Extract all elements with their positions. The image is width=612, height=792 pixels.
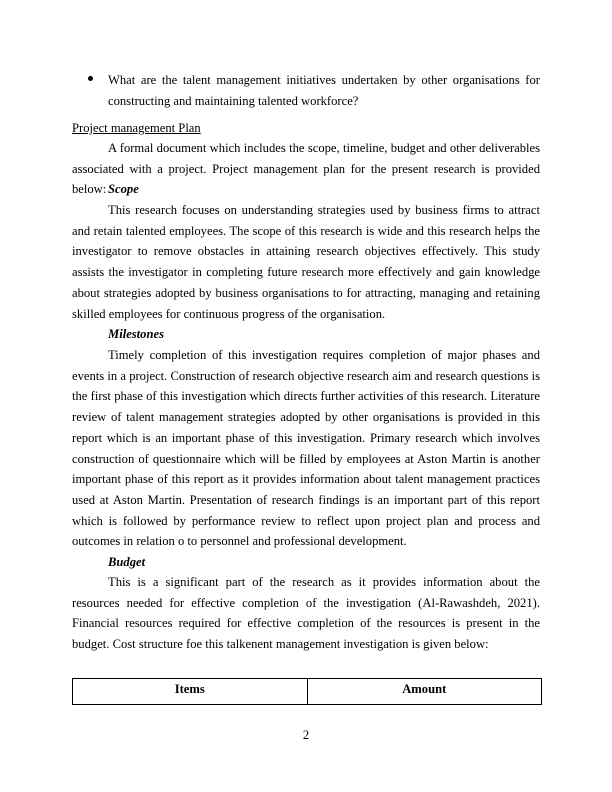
cost-table — [72, 678, 542, 705]
page-number: 2 — [302, 728, 310, 742]
intro-paragraph: A formal document which includes the scope, timeline, budget and other deliverables associated with a project. Project management plan for the present research is provided below: — [72, 141, 540, 197]
scope-paragraph: This research focuses on understanding strategies used by business firms to attract and retain talented employees. The scope of this research is wide and this research helps the investigator to remove obstacles in attaining research objectives effectively. This study assists the investigator in completing future research more effectively and gain knowledge about strategies adopted by business organisations to for attracting, managing and retaining skilled employees for continuous progress of the organisation. — [72, 203, 540, 321]
budget-paragraph: This is a significant part of the research as it provides information about the resources needed for effective completion of the investigation (Al-Rawashdeh, 2021). Financial resources required for effective completion of the resources is present in the budget. Cost structure foe this talkenent management investigation is given below: — [72, 575, 540, 652]
milestones-paragraph: Timely completion of this investigation requires completion of major phases and events in a project. Construction of research objective research aim and research questions is the first phase of this investigation which directs further activities of this research. Literature review of talent management strategies adopted by other organisations is provided in this report which is an important phase of this investigation. Primary research which involves construction of questionnaire which will be filled by employees at Aston Martin is another important phase of this report as it provides information about talent management practices used at Aston Martin. Presentation of research findings is an important part of this report which is followed by performance review to reflect upon project plan and process and outcomes in relation o to personnel and professional development. — [72, 348, 540, 549]
budget-heading: Budget — [108, 555, 146, 569]
table-header-amount: Amount — [307, 679, 542, 704]
bullet-icon — [88, 76, 93, 81]
research-question-text: What are the talent management initiatives undertaken by other organisations for constructing and maintaining talented workforce? — [108, 73, 540, 108]
table-header-items: Items — [174, 682, 205, 696]
scope-heading: Scope — [108, 182, 139, 196]
milestones-heading: Milestones — [108, 327, 164, 341]
section-heading: Project management Plan — [72, 121, 201, 135]
